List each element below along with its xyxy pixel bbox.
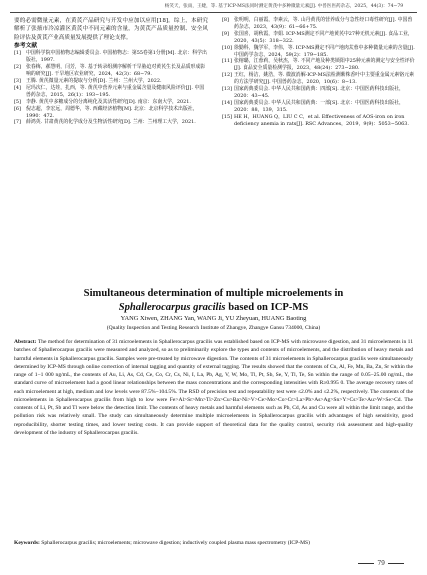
two-column-body <box>14 17 416 279</box>
reference-text: HE H，HUANG Q，LIU C C，et al. Effectiveness of AOS-iron on iron deficiency anemia in rats[J]. RSC Advances，2019，9(9)：5053−5063. <box>234 113 409 127</box>
reference-text: 王红，杨洁，姚浩，等. 微波消解-ICP-MS法检测紫株香叶中主要重金属元素铬元素的方法学研究[J]. 中国兽药杂志，2020，10(6)：8−13. <box>234 72 414 86</box>
title-line-1: Simultaneous determination of multiple microelements in <box>83 288 344 299</box>
reference-number: [11] <box>222 58 233 65</box>
running-header: 杨笑天，张雨，王婕，等. 基于ICP-MS法同时测定黄芪中多种微量元素[J]. 中兽医医药杂志，2025，44(3)：74−79 <box>164 4 404 9</box>
reference-text: 徐勤科，魏学军，李伟，等. ICP-MS测定不同产地肉苁蓉中多种微量元素的含量[J]. 中国药学杂志，2024，59(2)：179−185. <box>234 44 415 58</box>
reference-item <box>14 99 208 106</box>
abstract-label: Abstract: <box>14 339 37 345</box>
reference-number: [14] <box>222 99 233 106</box>
footer-dash-left <box>358 563 374 564</box>
reference-text: 尼玛次仁，达娃，扎西，等. 黄芪中营养元素与重金属含量及健康风险评价[J]. 中国兽药杂志，2015，26(1)：193−195. <box>26 84 205 98</box>
left-column <box>14 17 208 126</box>
english-keywords <box>14 539 413 547</box>
reference-number: [10] <box>222 44 233 51</box>
reference-number: [5] <box>14 98 21 105</box>
reference-item <box>222 17 416 31</box>
reference-item <box>14 106 208 120</box>
reference-item <box>222 72 416 86</box>
reference-number: [15] <box>222 113 233 120</box>
reference-number: [3] <box>14 78 21 85</box>
english-title <box>20 287 407 314</box>
page-footer <box>355 560 407 567</box>
reference-item <box>14 85 208 99</box>
english-abstract <box>14 338 413 437</box>
right-column <box>222 17 416 128</box>
reference-number: [1] <box>14 50 21 57</box>
reference-text: 薛鸿英. 甘肃黄芪的化学成分及生物活性研究[D]. 兰州：兰州理工大学，2021. <box>26 119 196 126</box>
reference-number: [6] <box>14 105 21 112</box>
title-species-name: Sphallerocarpus gracilis <box>118 301 226 313</box>
reference-number: [9] <box>222 30 229 37</box>
reference-item <box>222 86 416 100</box>
reference-item <box>14 64 208 78</box>
reference-list-left <box>14 50 208 126</box>
reference-text: 国家药典委员会. 中华人民共和国药典：一部[S]. 北京：中国医药科技出版社，2020：88，139，315. <box>234 99 404 113</box>
page-number: 79 <box>377 560 385 567</box>
reference-text: 张明明，白丽霞，李素云，等. 山丹黄芪的营养成分与急性经口毒性研究[J]. 中国兽药杂志，2023，43(9)：61−66+75. <box>234 17 413 30</box>
reference-number: [4] <box>14 84 21 91</box>
reference-text: 张国喜，胡秋霞，李娟. ICP-MS测定不同产地黄芪中27种无机元素[J]. 食品工业，2020，43(5)：318−322. <box>234 30 413 44</box>
reference-number: [7] <box>14 119 21 126</box>
reference-number: [13] <box>222 86 233 93</box>
conclusion-paragraph: 要的必需微量元素，在黄芪产品研究与开发中应加以应用[18]。综上，本研究解析了张掖市冷凉灌区黄芪中不同元素的含量，为黄芪产品质量控制、安全风险评估及黄芪产业高质量发展提供了理论支撑。 <box>14 18 208 41</box>
keywords-text: Sphallerocarpus gracilis; microelements; microwave digestion; inductively coupled plasma mass spectrometry (ICP-MS) <box>39 540 310 546</box>
reference-item <box>222 58 416 72</box>
reference-number: [8] <box>222 17 229 23</box>
reference-text: 李静. 黄芪中多糖成分的分离纯化及其活性研究[D]. 南京：东南大学，2021. <box>26 98 191 105</box>
reference-text: 国家药典委员会. 中华人民共和国药典：四部[S]. 北京：中国医药科技出版社，2020：43−45. <box>234 86 404 99</box>
reference-text: 张榕璐，江蓉莉，吴秋杰，等. 不同产地及种类锁阳中25种元素的测定与安全性评价[J]. 食品安全质量检测学报，2023，48(24)：273−280. <box>234 58 415 72</box>
author-list: YANG Xiwen, ZHANG Yan, WANG Ji, YU Zheyuan, HUANG Baoting <box>120 315 307 322</box>
reference-item <box>222 45 416 59</box>
reference-number: [12] <box>222 72 233 79</box>
reference-item <box>14 78 208 85</box>
reference-text: 张春梅，郝慧明，闫芳，等. 基于转录组测序解析干旱胁迫对黄芪生长及品质形成影响的研究[J]. 干旱地区农业研究，2024，42(3)：68−79. <box>26 64 206 78</box>
abstract-text: The method for determination of 31 microelements in Sphallerocarpus gracilis was established based on ICP-MS with microwave digestion, and 31 microelements in 11 batches of Sphallerocarpus gracilis were measured and analyzed, so as to preliminarily explore the types and contents of microelements, and the distribution of heavy metals and harmful elements in Sphallerocarpus gracilis. Samples were pre-treated by microwave digestion. The contents of 31 microelements in Sphallerocarpus gracilis were simultaneously determined by ICP-MS through online correction of internal tagging and quantity of external tagging. The results showed that the contents of Cu, Al, Fe, Mn, Ba, Zn, Sr within the range of 1−1 000 ng/mL, the contents of Au, Li, As, Cd, Ce, Co, Cr, Cs, Ni, I, La, Pb, Ag, V, W, Mo, Tl, Pt, Sb, Se, Y, Tl, Te, Sn within the range of 0.05−25.00 ng/mL, the standard curve of microelement had a good linear relationships between the mass concentrations and the corresponding intensities with R≥0.995 0. The average recovery rates of each microelement at high, medium and low levels were 87.5%−104.5%. The RSD of precision test and repeatability test were ≤2.0% and ≤2.2%, respectively. The contents of the microelements in Sphallerocarpus gracilis from high to low were Fe>Al>Sr>Mn>Ti>Zn>Cu>Ba>Ni>V>Ce>Mo>Co>Cr>La>Pb>As>Ag>Sn>Y>Cs>Te>Au>W>Se>Cd. The contents of Li, Pt, Sb and Tl were below the detection limit. The contents of heavy metals and harmful elements such as Pb, Cd, As and Cu were all within the limit range, and the pollution risk was relatively small. The study can simultaneously determine multiple microelements in Sphallerocarpus gracilis with advantages of high sensitivity, good reproducibility, shorter testing times, and lower testing costs. It can provide support of theoretical data for the quality control, security risk assessment and high-quality development of the industry of Sphallerocarpus gracilis. <box>14 339 413 436</box>
reference-item <box>14 50 208 64</box>
title-line-2-rest: based on ICP-MS <box>225 301 309 313</box>
keywords-label: Keywords: <box>14 540 40 546</box>
references-heading: 参考文献 <box>14 43 38 50</box>
reference-text: 倪志超，李宏远，周德华，等. 西藏经济植物[M]. 北京：北京科学技术出版社，1990：472. <box>26 105 198 119</box>
affiliation: (Quality Inspection and Testing Research Institute of Zhangye, Zhangye Gansu 734000, China) <box>106 325 321 331</box>
reference-list-right <box>222 17 416 128</box>
reference-item <box>222 100 416 114</box>
footer-dash-right <box>388 563 404 564</box>
reference-item <box>222 114 416 128</box>
header-rule <box>10 12 417 13</box>
reference-text: 中国科学院中国植物志编辑委员会. 中国植物志：第55卷第1分册[M]. 北京：科学出版社，1997. <box>26 50 207 64</box>
reference-number: [2] <box>14 64 21 71</box>
reference-text: 王腾. 黄芪微量元素的提取与分析[D]. 兰州：兰州大学，2022. <box>26 78 162 85</box>
reference-item <box>222 31 416 45</box>
reference-item <box>14 119 208 126</box>
